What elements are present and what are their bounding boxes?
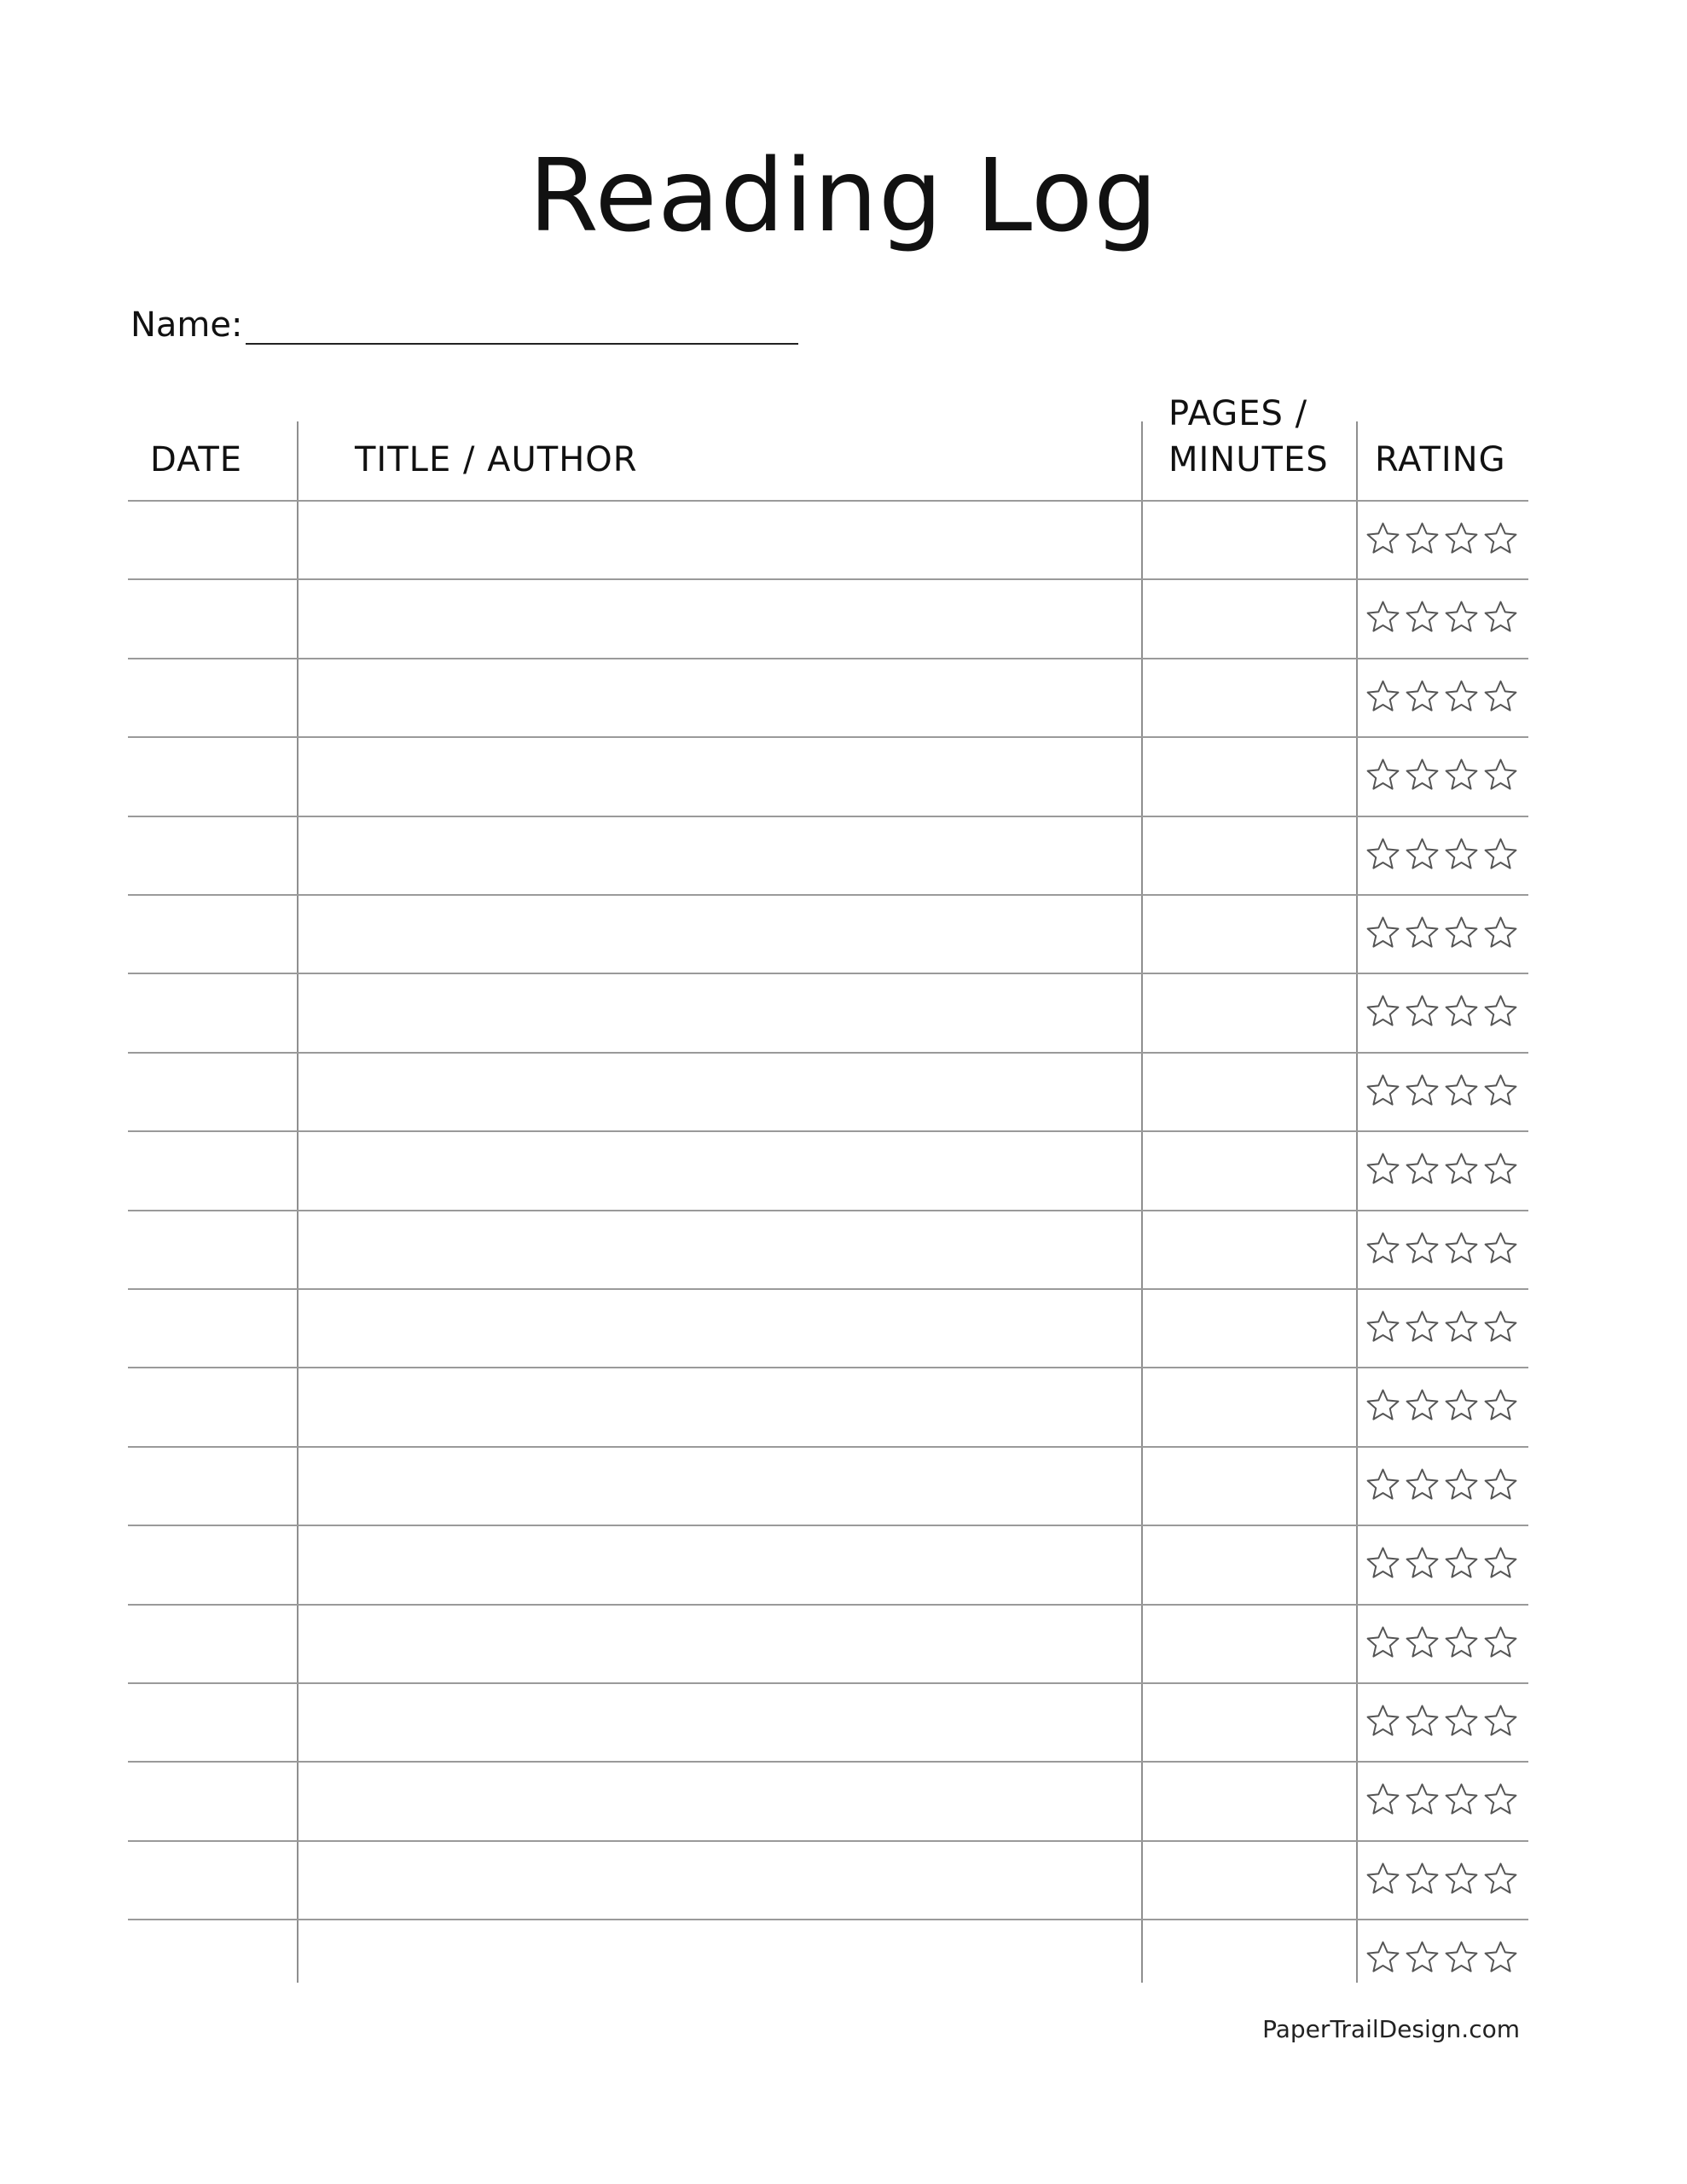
rating-stars[interactable] bbox=[1365, 757, 1519, 793]
star-outline-icon[interactable] bbox=[1443, 678, 1480, 715]
star-outline-icon[interactable] bbox=[1404, 1467, 1441, 1503]
star-outline-icon[interactable] bbox=[1404, 1072, 1441, 1109]
rating-stars[interactable] bbox=[1365, 1861, 1519, 1897]
row-divider bbox=[128, 973, 1528, 974]
star-outline-icon[interactable] bbox=[1365, 599, 1401, 636]
rating-stars[interactable] bbox=[1365, 1309, 1519, 1345]
name-label: Name: bbox=[130, 305, 243, 345]
star-outline-icon[interactable] bbox=[1404, 757, 1441, 793]
star-outline-icon[interactable] bbox=[1482, 1072, 1519, 1109]
row-divider bbox=[128, 1761, 1528, 1763]
row-divider bbox=[128, 500, 1528, 502]
star-outline-icon[interactable] bbox=[1365, 1151, 1401, 1188]
star-outline-icon[interactable] bbox=[1482, 678, 1519, 715]
star-outline-icon[interactable] bbox=[1404, 1309, 1441, 1345]
star-outline-icon[interactable] bbox=[1365, 836, 1401, 873]
rating-stars[interactable] bbox=[1365, 1151, 1519, 1188]
star-outline-icon[interactable] bbox=[1482, 1230, 1519, 1267]
rating-stars[interactable] bbox=[1365, 1467, 1519, 1503]
row-divider bbox=[128, 1525, 1528, 1526]
row-divider bbox=[128, 658, 1528, 659]
header-rating: RATING bbox=[1375, 440, 1506, 479]
star-outline-icon[interactable] bbox=[1404, 836, 1441, 873]
star-outline-icon[interactable] bbox=[1404, 1387, 1441, 1424]
star-outline-icon[interactable] bbox=[1482, 1939, 1519, 1976]
row-divider bbox=[128, 1604, 1528, 1606]
star-outline-icon[interactable] bbox=[1443, 1467, 1480, 1503]
star-outline-icon[interactable] bbox=[1482, 1309, 1519, 1345]
star-outline-icon[interactable] bbox=[1404, 1939, 1441, 1976]
rating-stars[interactable] bbox=[1365, 1387, 1519, 1424]
star-outline-icon[interactable] bbox=[1404, 520, 1441, 557]
star-outline-icon[interactable] bbox=[1482, 1151, 1519, 1188]
row-divider bbox=[128, 1130, 1528, 1132]
star-outline-icon[interactable] bbox=[1404, 1151, 1441, 1188]
star-outline-icon[interactable] bbox=[1443, 836, 1480, 873]
star-outline-icon[interactable] bbox=[1443, 915, 1480, 951]
star-outline-icon[interactable] bbox=[1443, 520, 1480, 557]
row-divider bbox=[128, 578, 1528, 580]
star-outline-icon[interactable] bbox=[1404, 1781, 1441, 1818]
star-outline-icon[interactable] bbox=[1482, 520, 1519, 557]
star-outline-icon[interactable] bbox=[1365, 1939, 1401, 1976]
star-outline-icon[interactable] bbox=[1365, 1467, 1401, 1503]
star-outline-icon[interactable] bbox=[1404, 1861, 1441, 1897]
star-outline-icon[interactable] bbox=[1365, 1387, 1401, 1424]
star-outline-icon[interactable] bbox=[1443, 993, 1480, 1030]
star-outline-icon[interactable] bbox=[1365, 1861, 1401, 1897]
star-outline-icon[interactable] bbox=[1404, 1703, 1441, 1740]
footer-website: PaperTrailDesign.com bbox=[1262, 2015, 1520, 2043]
star-outline-icon[interactable] bbox=[1365, 915, 1401, 951]
header-pages-line2: MINUTES bbox=[1168, 440, 1329, 479]
star-outline-icon[interactable] bbox=[1404, 993, 1441, 1030]
rating-stars[interactable] bbox=[1365, 599, 1519, 636]
page-title: Reading Log bbox=[528, 136, 1159, 254]
star-outline-icon[interactable] bbox=[1365, 1072, 1401, 1109]
star-outline-icon[interactable] bbox=[1482, 757, 1519, 793]
column-divider bbox=[297, 421, 299, 1983]
row-divider bbox=[128, 1840, 1528, 1842]
rating-stars[interactable] bbox=[1365, 1545, 1519, 1582]
star-outline-icon[interactable] bbox=[1443, 1939, 1480, 1976]
column-divider bbox=[1356, 421, 1358, 1983]
star-outline-icon[interactable] bbox=[1443, 1545, 1480, 1582]
rating-stars[interactable] bbox=[1365, 520, 1519, 557]
star-outline-icon[interactable] bbox=[1482, 993, 1519, 1030]
star-outline-icon[interactable] bbox=[1365, 520, 1401, 557]
rating-stars[interactable] bbox=[1365, 1939, 1519, 1976]
row-divider bbox=[128, 736, 1528, 738]
star-outline-icon[interactable] bbox=[1365, 1309, 1401, 1345]
header-title-author: TITLE / AUTHOR bbox=[355, 440, 638, 479]
star-outline-icon[interactable] bbox=[1482, 1781, 1519, 1818]
star-outline-icon[interactable] bbox=[1443, 1861, 1480, 1897]
header-date: DATE bbox=[150, 440, 243, 479]
star-outline-icon[interactable] bbox=[1443, 757, 1480, 793]
star-outline-icon[interactable] bbox=[1443, 1703, 1480, 1740]
star-outline-icon[interactable] bbox=[1482, 1387, 1519, 1424]
star-outline-icon[interactable] bbox=[1365, 993, 1401, 1030]
row-divider bbox=[128, 1367, 1528, 1368]
star-outline-icon[interactable] bbox=[1443, 1230, 1480, 1267]
star-outline-icon[interactable] bbox=[1404, 599, 1441, 636]
star-outline-icon[interactable] bbox=[1443, 1151, 1480, 1188]
star-outline-icon[interactable] bbox=[1365, 1230, 1401, 1267]
row-divider bbox=[128, 894, 1528, 896]
star-outline-icon[interactable] bbox=[1482, 599, 1519, 636]
star-outline-icon[interactable] bbox=[1365, 1545, 1401, 1582]
star-outline-icon[interactable] bbox=[1365, 1703, 1401, 1740]
rating-stars[interactable] bbox=[1365, 678, 1519, 715]
rating-stars[interactable] bbox=[1365, 836, 1519, 873]
rating-stars[interactable] bbox=[1365, 915, 1519, 951]
star-outline-icon[interactable] bbox=[1365, 757, 1401, 793]
star-outline-icon[interactable] bbox=[1443, 1072, 1480, 1109]
column-divider bbox=[1141, 421, 1143, 1983]
rating-stars[interactable] bbox=[1365, 1072, 1519, 1109]
row-divider bbox=[128, 1682, 1528, 1684]
star-outline-icon[interactable] bbox=[1482, 836, 1519, 873]
star-outline-icon[interactable] bbox=[1443, 1309, 1480, 1345]
star-outline-icon[interactable] bbox=[1443, 1387, 1480, 1424]
row-divider bbox=[128, 1210, 1528, 1211]
header-pages-line1: PAGES / bbox=[1168, 394, 1308, 433]
star-outline-icon[interactable] bbox=[1443, 599, 1480, 636]
star-outline-icon[interactable] bbox=[1482, 1467, 1519, 1503]
row-divider bbox=[128, 1446, 1528, 1448]
star-outline-icon[interactable] bbox=[1443, 1781, 1480, 1818]
star-outline-icon[interactable] bbox=[1404, 1624, 1441, 1661]
star-outline-icon[interactable] bbox=[1365, 678, 1401, 715]
rating-stars[interactable] bbox=[1365, 1624, 1519, 1661]
rating-stars[interactable] bbox=[1365, 993, 1519, 1030]
row-divider bbox=[128, 1288, 1528, 1290]
star-outline-icon[interactable] bbox=[1482, 1703, 1519, 1740]
row-divider bbox=[128, 816, 1528, 817]
star-outline-icon[interactable] bbox=[1482, 1861, 1519, 1897]
star-outline-icon[interactable] bbox=[1482, 1545, 1519, 1582]
row-divider bbox=[128, 1919, 1528, 1920]
star-outline-icon[interactable] bbox=[1365, 1624, 1401, 1661]
star-outline-icon[interactable] bbox=[1443, 1624, 1480, 1661]
row-divider bbox=[128, 1052, 1528, 1054]
star-outline-icon[interactable] bbox=[1482, 915, 1519, 951]
rating-stars[interactable] bbox=[1365, 1703, 1519, 1740]
star-outline-icon[interactable] bbox=[1404, 678, 1441, 715]
star-outline-icon[interactable] bbox=[1482, 1624, 1519, 1661]
star-outline-icon[interactable] bbox=[1404, 1545, 1441, 1582]
star-outline-icon[interactable] bbox=[1404, 1230, 1441, 1267]
rating-stars[interactable] bbox=[1365, 1781, 1519, 1818]
star-outline-icon[interactable] bbox=[1404, 915, 1441, 951]
star-outline-icon[interactable] bbox=[1365, 1781, 1401, 1818]
rating-stars[interactable] bbox=[1365, 1230, 1519, 1267]
